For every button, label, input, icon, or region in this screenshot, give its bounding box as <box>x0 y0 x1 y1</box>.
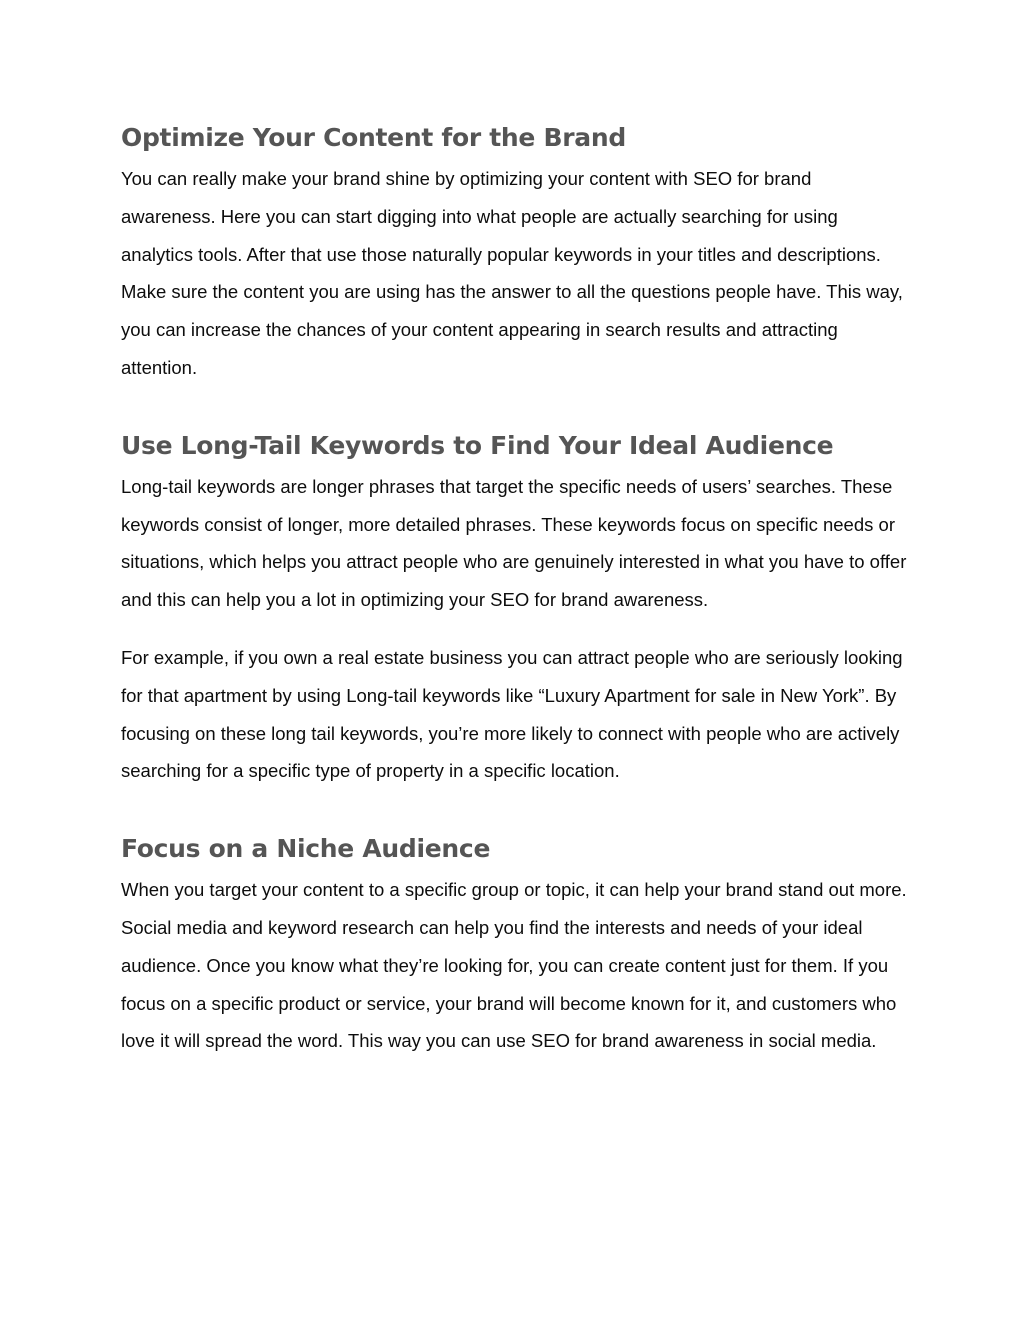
article-body <box>121 118 911 1060</box>
body-paragraph: Long-tail keywords are longer phrases that target the specific needs of users’ searches. These keywords consist of longer, more detailed phrases. These keywords focus on specific needs or situations, which helps you attract people who are genuinely interested in what you have to offer and this can help you a lot in optimizing your SEO for brand awareness. <box>121 475 907 611</box>
section-heading: Optimize Your Content for the Brand <box>121 123 626 152</box>
body-paragraph: When you target your content to a specific group or topic, it can help your brand stand out more. Social media and keyword research can help you find the interests and needs of your ideal audience. Once you know what they’re looking for, you can create content just for them. If you focus on a specific product or service, your brand will become known for it, and customers who love it will spread the word. This way you can use SEO for brand awareness in social media. <box>121 879 907 1052</box>
section-heading: Focus on a Niche Audience <box>121 834 491 864</box>
section-niche-audience <box>121 829 911 1060</box>
section-optimize-content <box>121 118 911 387</box>
body-paragraph: You can really make your brand shine by optimizing your content with SEO for brand awareness. Here you can start digging into what people are actually searching for using analytics tools. After that use those naturally popular keywords in your titles and descriptions. Make sure the content you are using has the answer to all the questions people have. This way, you can increase the chances of your content appearing in search results and attracting attention. <box>121 168 903 378</box>
section-long-tail-keywords <box>121 426 911 790</box>
body-paragraph: For example, if you own a real estate business you can attract people who are seriously looking for that apartment by using Long-tail keywords like “Luxury Apartment for sale in New York”. By focusing on these long tail keywords, you’re more likely to connect with people who are actively searching for a specific type of property in a specific location. <box>121 646 903 782</box>
section-heading: Use Long-Tail Keywords to Find Your Ideal Audience <box>121 430 834 460</box>
